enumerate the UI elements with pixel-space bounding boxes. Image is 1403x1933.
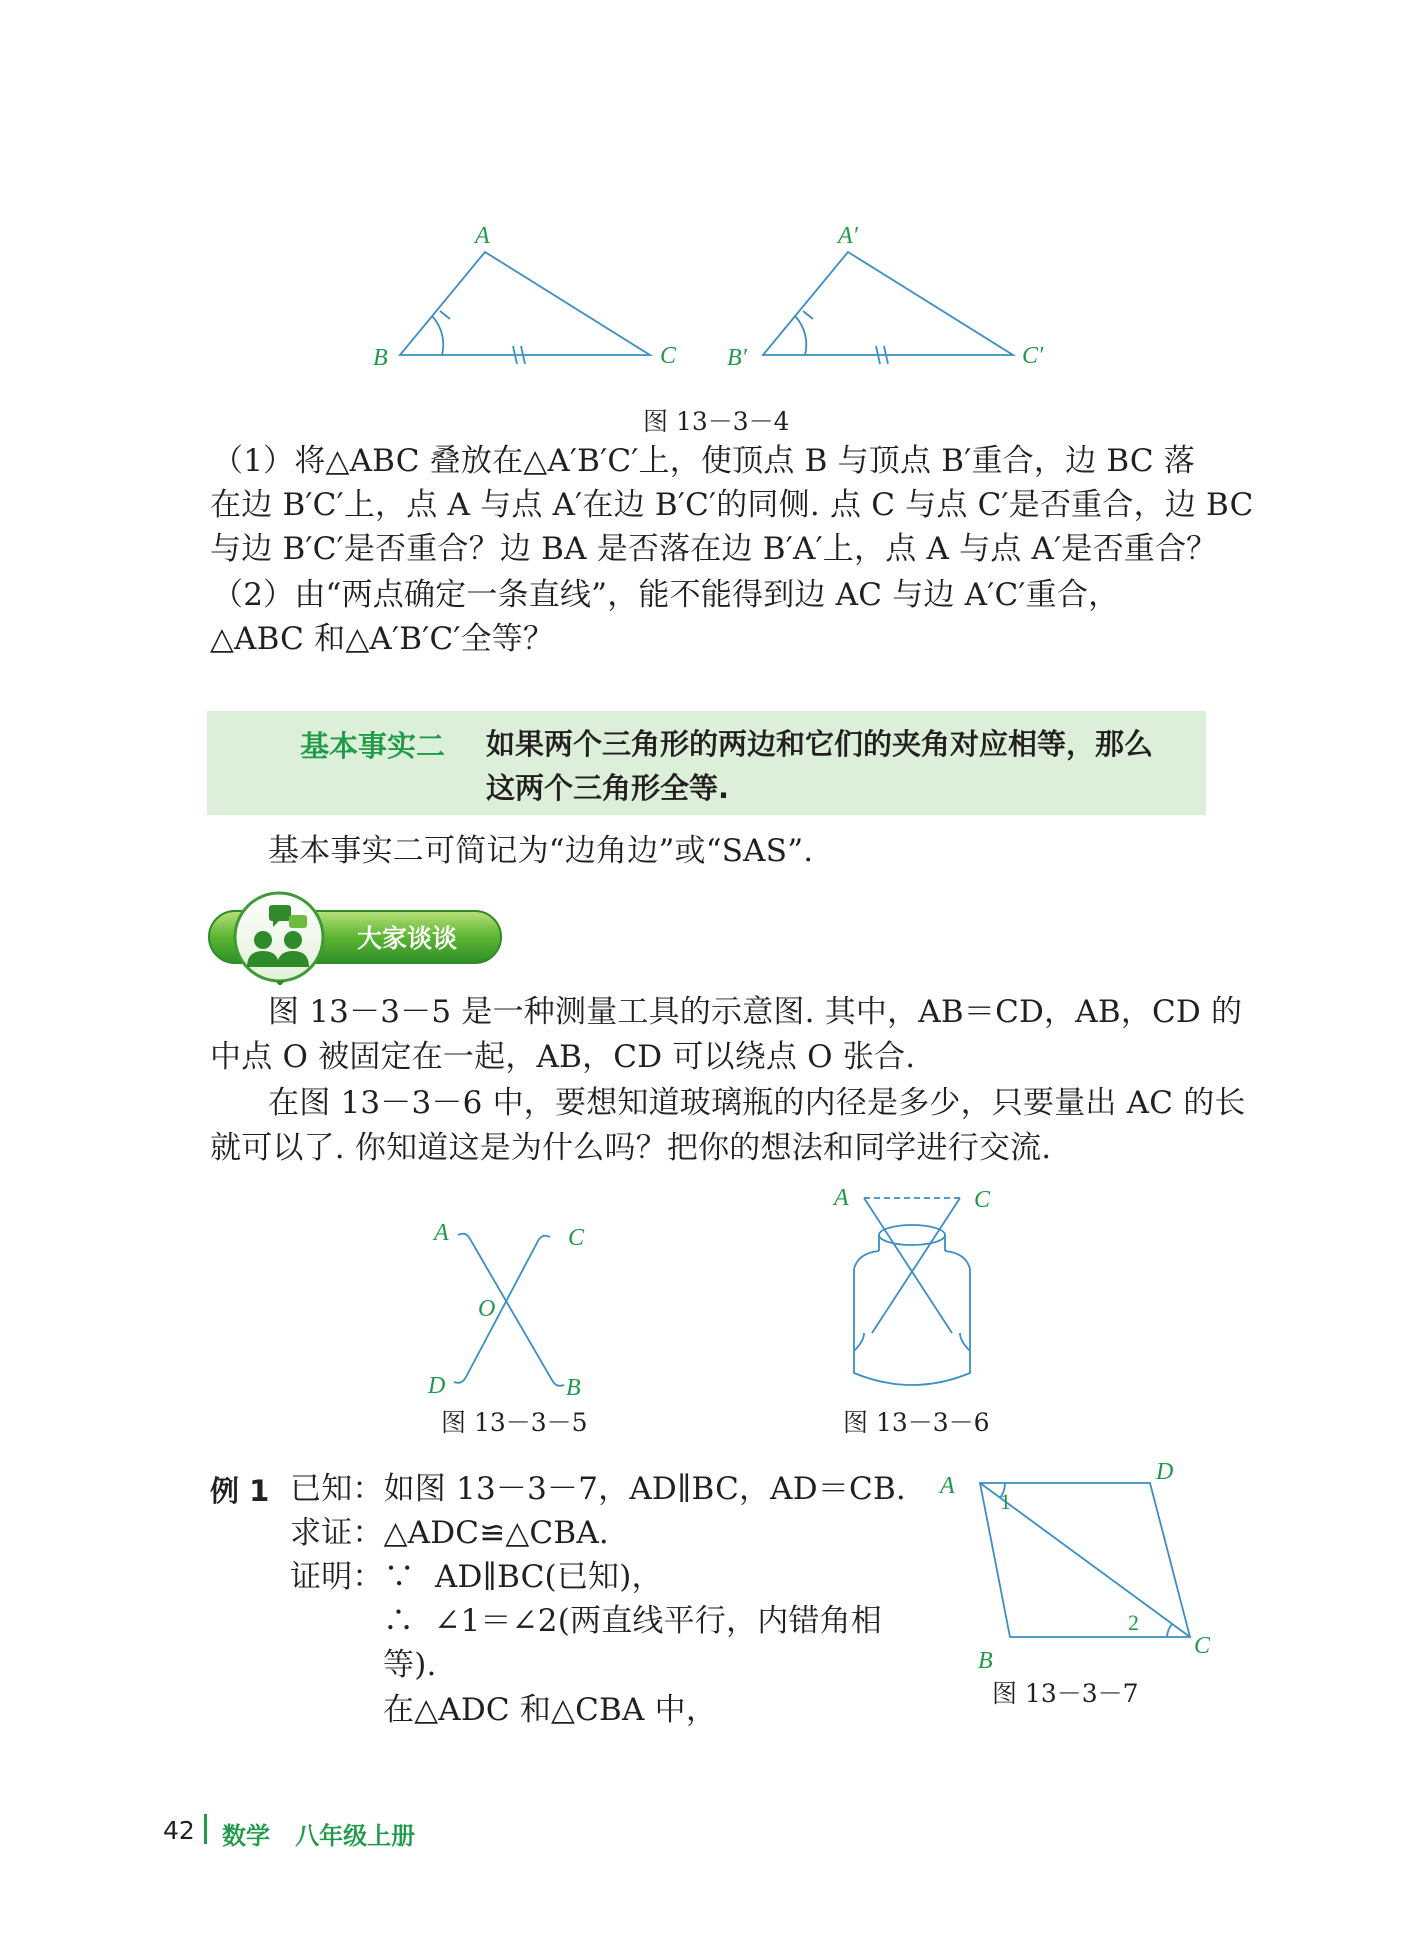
label-a-prime: A′ — [838, 223, 858, 249]
label-d: D — [1156, 1459, 1174, 1485]
tick-a1b1 — [803, 311, 813, 319]
glass-bottle-diagram — [820, 1175, 1020, 1400]
tool-arm-1 — [864, 1198, 952, 1333]
triangles-diagram — [360, 215, 1060, 375]
figure-caption-13-3-6: 图 13－3－6 — [843, 1408, 990, 1437]
parallelogram-diagram — [930, 1455, 1220, 1670]
discussion-line-4: 就可以了. 你知道这是为什么吗？把你的想法和同学进行交流. — [210, 1130, 1052, 1166]
triangle-abc — [400, 252, 650, 355]
question-2-line-1: （2）由“两点确定一条直线”，能不能得到边 AC 与边 A′C′重合， — [212, 577, 1120, 613]
label-b: B — [566, 1375, 581, 1401]
example-prove: 求证：△ADC≌△CBA. — [290, 1515, 609, 1551]
label-c: C — [568, 1225, 585, 1251]
question-1-line-3: 与边 B′C′是否重合？边 BA 是否落在边 B′A′上，点 A 与点 A′是否重合？ — [210, 531, 1218, 567]
angle-2-arc — [1167, 1624, 1172, 1637]
proof-line-2: ∴ ∠1＝∠2(两直线平行，内错角相 — [383, 1603, 882, 1639]
discussion-header — [207, 885, 507, 985]
segment-cd — [454, 1236, 550, 1383]
tick-ab — [440, 311, 450, 319]
example-given: 已知：如图 13－3－7，AD∥BC，AD＝CB. — [290, 1471, 906, 1507]
figure-13-3-6 — [820, 1175, 1020, 1400]
label-a: A — [940, 1473, 955, 1499]
figure-13-3-4 — [360, 215, 1060, 375]
proof-line-4: 在△ADC 和△CBA 中， — [383, 1692, 718, 1728]
measuring-tool-diagram — [400, 1205, 620, 1405]
figure-caption-13-3-5: 图 13－3－5 — [441, 1408, 588, 1437]
basic-fact-label: 基本事实二 — [300, 729, 446, 763]
label-d: D — [428, 1373, 446, 1399]
label-c: C — [660, 343, 677, 369]
question-2-line-2: △ABC 和△A′B′C′全等？ — [210, 621, 555, 657]
label-c: C — [974, 1187, 991, 1213]
label-b: B — [373, 345, 388, 371]
figure-caption-13-3-4: 图 13－3－4 — [643, 407, 790, 436]
label-c: C — [1194, 1633, 1211, 1659]
angle-1-label: 1 — [1000, 1489, 1011, 1514]
question-1-line-1: （1）将△ABC 叠放在△A′B′C′上，使顶点 B 与顶点 B′重合，边 BC 落 — [212, 443, 1196, 479]
footer-divider — [204, 1814, 207, 1844]
figure-caption-13-3-7: 图 13－3－7 — [992, 1679, 1139, 1708]
angle-2-label: 2 — [1128, 1610, 1139, 1635]
angle-b-arc — [432, 316, 443, 355]
proof-line-1: 证明：∵ AD∥BC(已知)， — [290, 1559, 663, 1595]
footer-book-title: 数学 八年级上册 — [222, 1822, 416, 1850]
label-b: B — [978, 1648, 993, 1670]
basic-fact-line-2: 这两个三角形全等. — [486, 771, 730, 805]
label-o: O — [478, 1296, 496, 1322]
figure-13-3-5 — [400, 1205, 620, 1405]
diagonal-ac — [980, 1483, 1190, 1637]
label-a: A — [834, 1185, 849, 1211]
discussion-line-1: 图 13－3－5 是一种测量工具的示意图. 其中，AB＝CD，AB，CD 的 — [268, 994, 1243, 1030]
question-1-line-2: 在边 B′C′上，点 A 与点 A′在边 B′C′的同侧. 点 C 与点 C′是否重合，边 BC — [210, 487, 1254, 523]
basic-fact-line-1: 如果两个三角形的两边和它们的夹角对应相等，那么 — [486, 727, 1154, 761]
discussion-title: 大家谈谈 — [357, 924, 458, 953]
label-b-prime: B′ — [727, 345, 747, 371]
label-c-prime: C′ — [1022, 343, 1044, 369]
basic-fact-note: 基本事实二可简记为“边角边”或“SAS”. — [268, 833, 814, 869]
angle-b1-arc — [795, 316, 806, 355]
proof-line-3: 等). — [383, 1647, 437, 1683]
label-a: A — [434, 1220, 449, 1246]
bottle-right-dent — [960, 1333, 970, 1351]
label-a: A — [475, 223, 490, 249]
figure-13-3-7 — [930, 1455, 1220, 1670]
tool-arm-2 — [872, 1198, 960, 1333]
example-label: 例 1 — [210, 1474, 270, 1508]
discussion-line-3: 在图 13－3－6 中，要想知道玻璃瓶的内径是多少，只要量出 AC 的长 — [268, 1085, 1246, 1121]
bottle-left-dent — [854, 1333, 864, 1351]
triangle-a1b1c1 — [763, 252, 1013, 355]
page-number: 42 — [163, 1816, 195, 1845]
discussion-line-2: 中点 O 被固定在一起，AB，CD 可以绕点 O 张合. — [210, 1039, 916, 1075]
